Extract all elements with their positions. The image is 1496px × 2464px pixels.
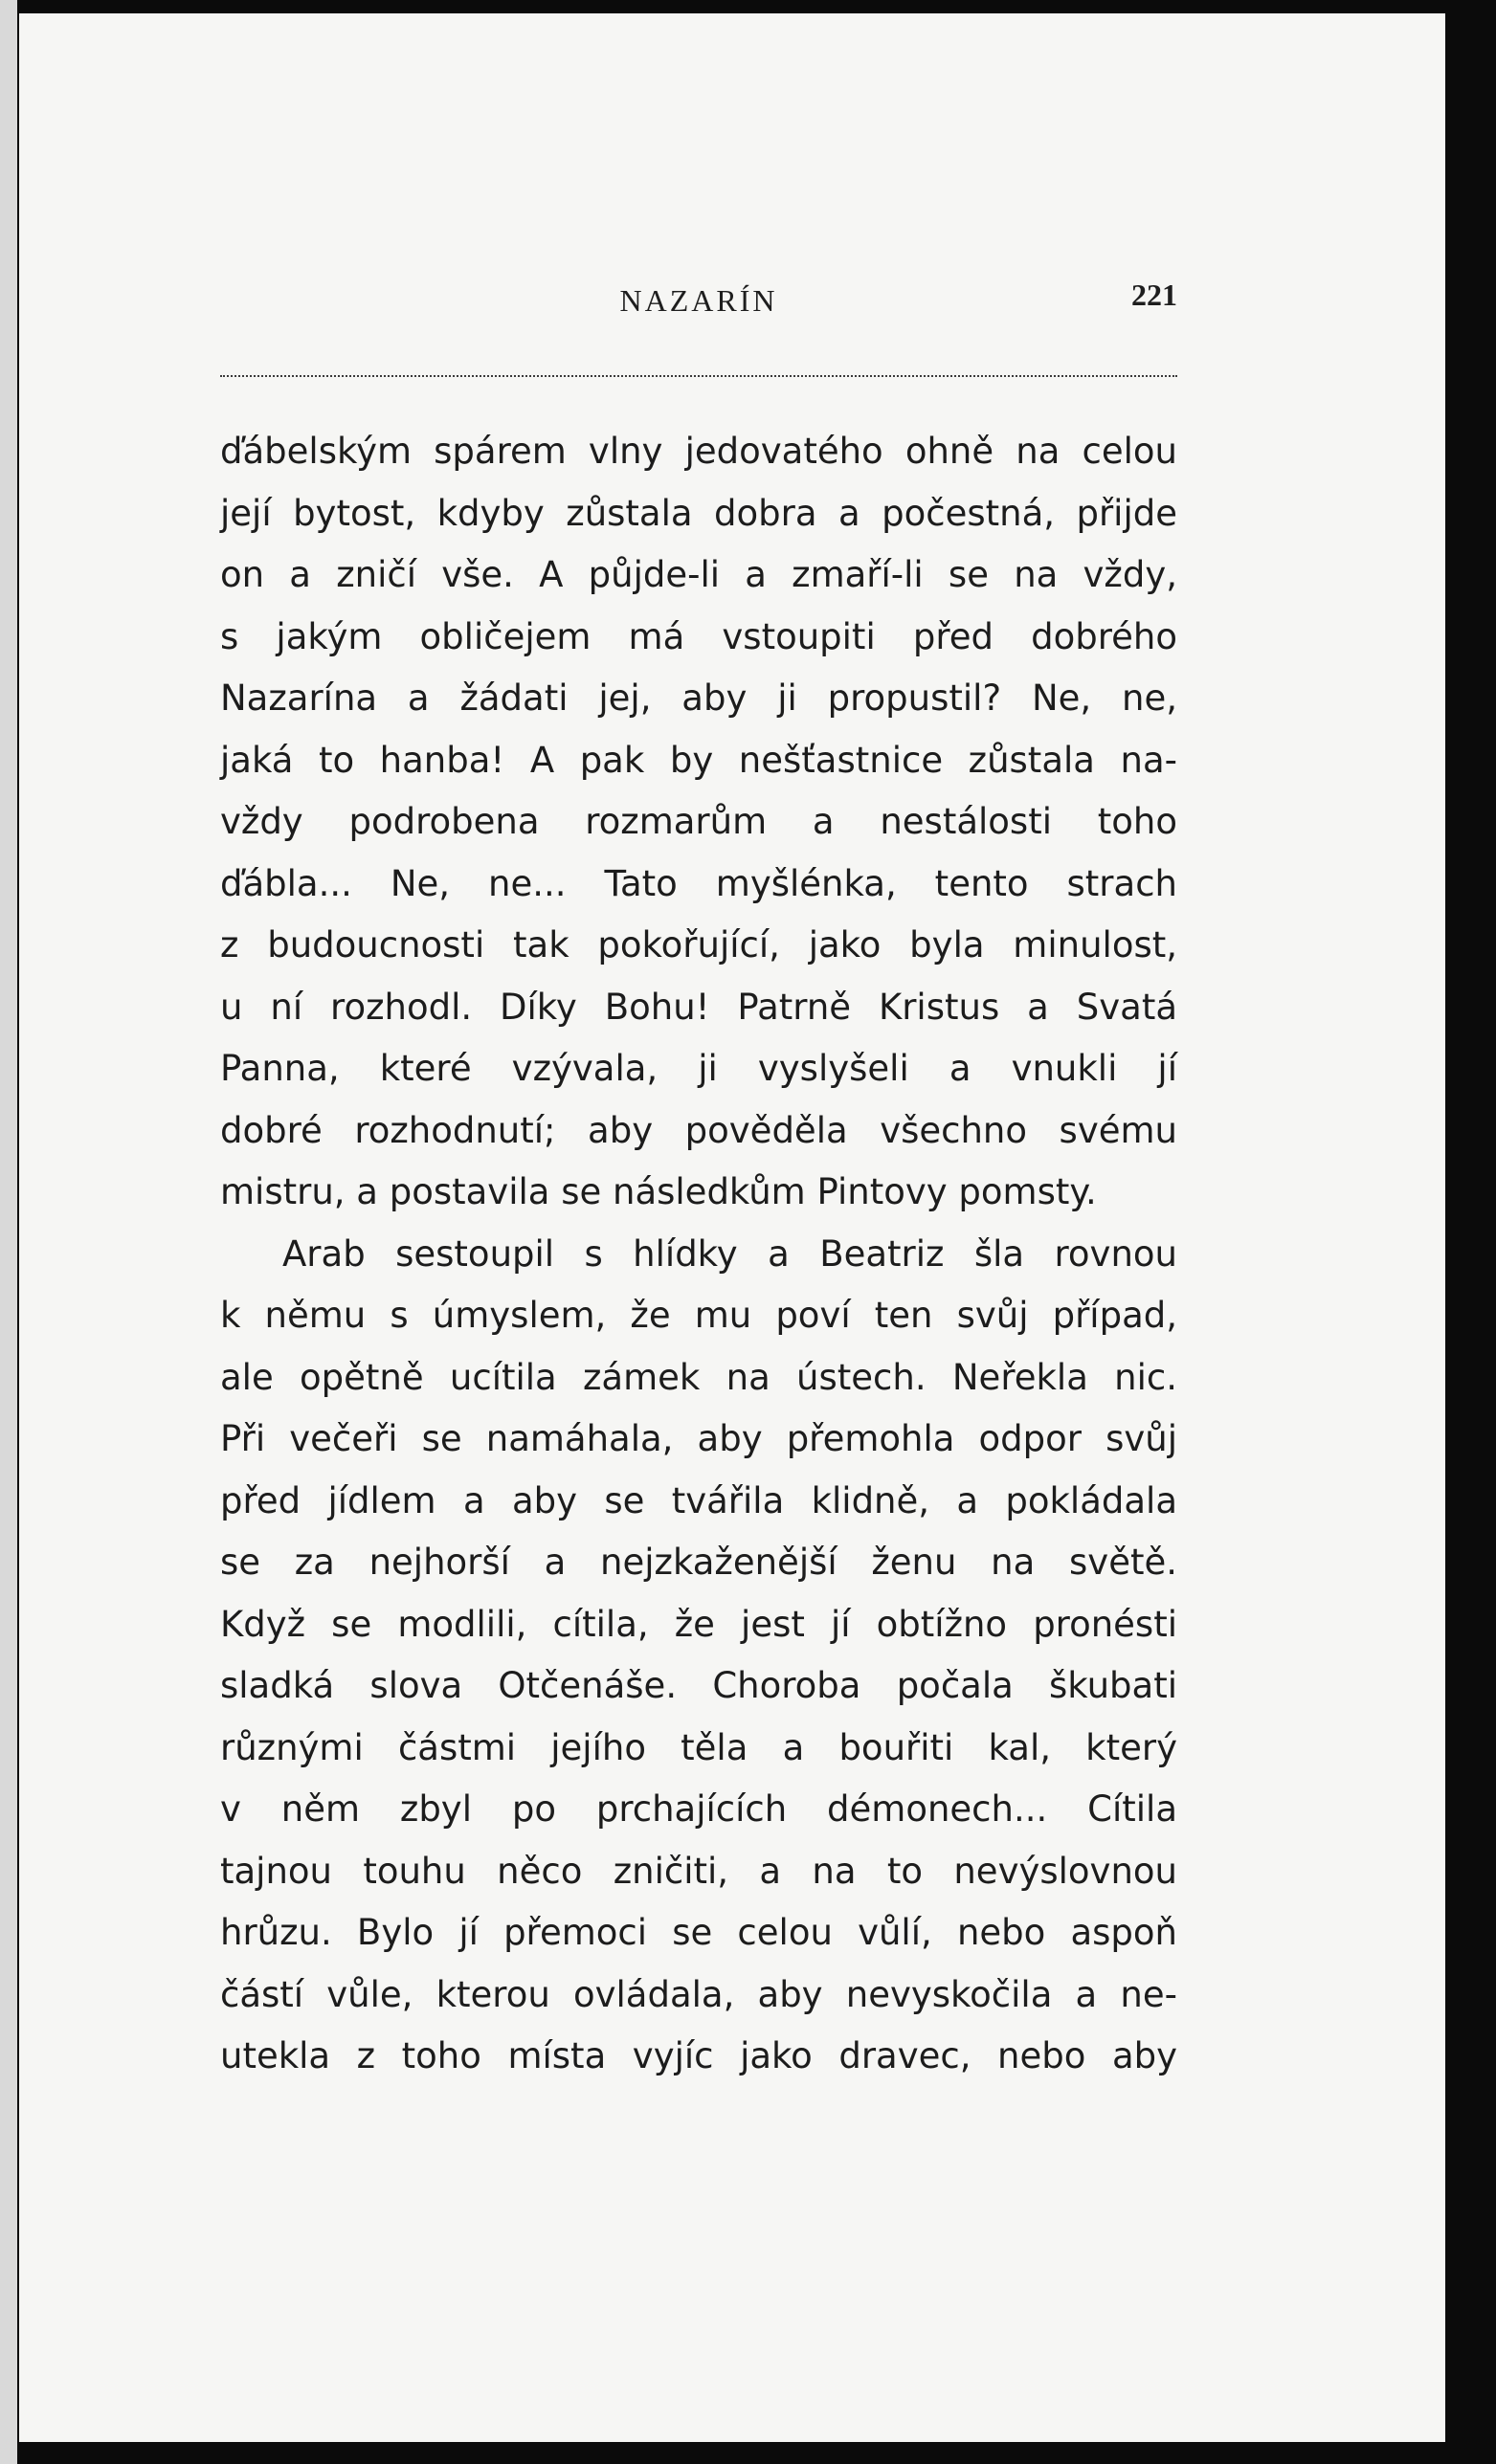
text-line: on a zničí vše. A půjde-li a zmaří-li se na vždy, xyxy=(220,554,1177,595)
text-line: částí vůle, kterou ovládala, aby nevyskočila a ne- xyxy=(220,1973,1177,2015)
text-line: s jakým obličejem má vstoupiti před dobrého xyxy=(220,615,1177,657)
text-line: Arab sestoupil s hlídky a Beatriz šla rovnou xyxy=(282,1232,1177,1275)
text-line: tajnou touhu něco zničiti, a na to nevýslovnou xyxy=(220,1850,1177,1892)
text-line: Když se modlili, cítila, že jest jí obtížno pronésti xyxy=(220,1603,1177,1645)
running-title: NAZARÍN xyxy=(619,283,778,318)
text-line: utekla z toho místa vyjíc jako dravec, nebo aby xyxy=(220,2035,1177,2076)
text-line: mistru, a postavila se následkům Pintovy pomsty. xyxy=(220,1171,1097,1212)
text-line: vždy podrobena rozmarům a nestálosti toho xyxy=(220,801,1177,842)
text-line: její bytost, kdyby zůstala dobra a počestná, přijde xyxy=(220,492,1177,534)
page-edge-strip xyxy=(0,0,17,2464)
text-line: různými částmi jejího těla a bouřiti kal, který xyxy=(220,1726,1177,1768)
header-rule xyxy=(220,375,1177,377)
text-line: hrůzu. Bylo jí přemoci se celou vůlí, nebo aspoň xyxy=(220,1912,1177,1953)
text-line: před jídlem a aby se tvářila klidně, a pokládala xyxy=(220,1479,1177,1521)
text-line: z budoucnosti tak pokořující, jako byla minulost, xyxy=(220,924,1177,966)
page-header xyxy=(220,268,1177,325)
text-line: Panna, které vzývala, ji vyslyšeli a vnukli jí xyxy=(220,1048,1177,1089)
text-line: dobré rozhodnutí; aby pověděla všechno svému xyxy=(220,1109,1177,1151)
text-line: ďábelským spárem vlny jedovatého ohně na celou xyxy=(220,431,1177,472)
text-line: sladká slova Otčenáše. Choroba počala škubati xyxy=(220,1665,1177,1706)
text-line: Při večeři se namáhala, aby přemohla odpor svůj xyxy=(220,1418,1177,1459)
text-line: u ní rozhodl. Díky Bohu! Patrně Kristus a Svatá xyxy=(220,986,1177,1028)
text-line: ďábla... Ne, ne... Tato myšlénka, tento strach xyxy=(220,862,1177,904)
page-number: 221 xyxy=(1131,277,1177,312)
text-line: ale opětně ucítila zámek na ústech. Neřekla nic. xyxy=(220,1356,1177,1398)
text-line: v něm zbyl po prchajících démonech... Cítila xyxy=(220,1788,1177,1830)
text-line: se za nejhorší a nejzkaženější ženu na světě. xyxy=(220,1542,1177,1583)
text-line: jaká to hanba! A pak by nešťastnice zůstala na- xyxy=(220,739,1177,781)
text-line: Nazarína a žádati jej, aby ji propustil? Ne, ne, xyxy=(220,677,1177,719)
body-text xyxy=(220,421,1177,2088)
text-line: k němu s úmyslem, že mu poví ten svůj případ, xyxy=(220,1295,1177,1336)
